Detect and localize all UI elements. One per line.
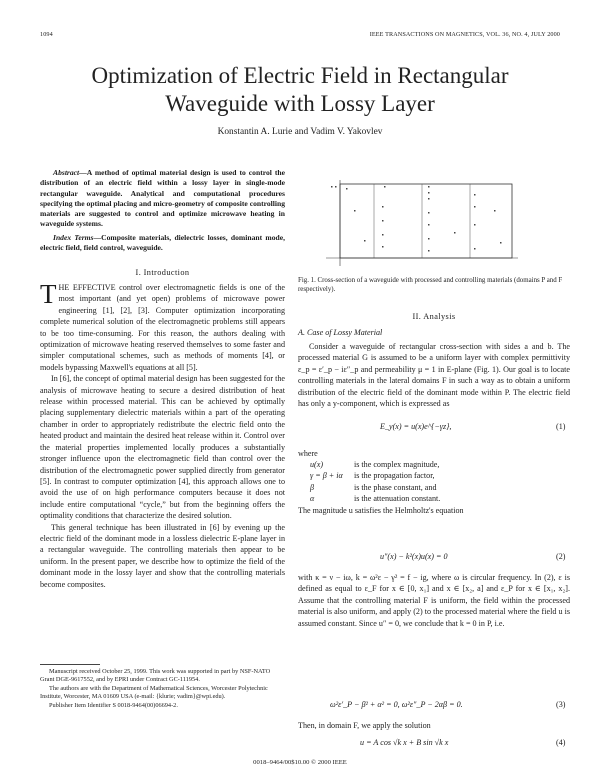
figure-dots — [331, 186, 502, 252]
where-item — [298, 470, 570, 481]
index-terms-text: —Composite materials, dielectric losses, dominant mode, electric field, field control, waveguide. — [40, 232, 285, 253]
intro-paragraph-3: This general technique has been illustrated in [6] by evening up the electric field of the dominant mode in a lossless dielectric E-plane layer in a rectangular waveguide. The controlling materials then appear to be uniform. In the present paper, we describe how to optimize the field of the dominant mode in the lossy layer and show that the controlling materials become composites. — [40, 522, 285, 589]
where-symbol: γ = β + iα — [310, 471, 343, 481]
waveguide-outline — [340, 184, 512, 258]
equation-2-number: (2) — [556, 552, 566, 561]
section-1-body — [40, 279, 285, 590]
intro-paragraph-1: HE EFFECTIVE control over electromagnetic fields is one of the most important (and yet open) problems of microwave power engineering [1], [2], [3]. Computer optimization incorporating complete numerical solution of the electromagnetic problems still appears to be too time-consuming. For this reason, the authors dealing with optimization of microwave heating reserved themselves to some faster and simpler computational schemes, such as methods of moments [4], or models bypassing Maxwell's equations at all [5]. — [40, 283, 285, 372]
paper-title — [40, 62, 560, 118]
where-item — [298, 493, 570, 504]
abstract-block — [40, 168, 285, 253]
where-item — [298, 482, 570, 493]
intro-paragraph-2: In [6], the concept of optimal material design has been suggested for the analysis of microwave heating to secure a desired distribution of heat release within processed material. This can be achieved by optimally placing supplementary dielectric materials within a part of the operating chamber in order to appropriately redistribute the electric field onto the heated product and maintain the desired heat release within it. Control over the material properties implemented locally produces a substantially stronger influence upon the electromagnetic field than control over the distribution of the electromagnetic power supplied directly from generator [5]. In contrast to computer optimization [4], this approach allows one to avoid the use of on high performance computers because it does not include entire computational “cycle,” but from the beginning offers the optimality conditions that characterize the desired solution. — [40, 374, 285, 521]
figure-1-caption: Fig. 1. Cross-section of a waveguide with processed and controlling materials (domains P and F respectively). — [298, 277, 563, 293]
where-word: where — [298, 449, 318, 458]
footnote — [40, 668, 285, 710]
section-2-paragraph-1 — [298, 341, 570, 409]
title-line-2: Waveguide with Lossy Layer — [165, 91, 435, 116]
abstract-label: Abstract — [53, 168, 80, 177]
where-item — [298, 459, 570, 470]
equation-1-number: (1) — [556, 422, 566, 431]
where-text: is the complex magnitude, — [354, 460, 440, 469]
where-list — [298, 459, 570, 505]
where-text: is the phase constant, and — [354, 482, 437, 492]
section-2-paragraph-2 — [298, 572, 570, 629]
abstract-text: —A method of optimal material design is used to control the distribution of an electric field within a lossy layer in single-mode rectangular waveguide. Analytical and computational procedures specifying the optimal placing and micro-geometry of composite controlling materials are suggested to control and optimize microwave heating in waveguide systems. — [40, 168, 285, 229]
index-terms-label: Index Terms — [53, 232, 94, 242]
footnote-rule — [40, 664, 100, 665]
equation-1: E_y(x) = u(x)e^{−γz}, — [380, 422, 452, 431]
footnote-affiliation: The authors are with the Department of Mathematical Sciences, Worcester Polytechnic Institute, Worcester, MA 01609 USA (e-mail: {klurie; vadim}@wpi.edu). — [40, 684, 268, 701]
analysis-paragraph-2: with κ = ν − iω, k = ω²ε − γ² = f − ig, where ω is circular frequency. In (2), ε is defined as equal to ε_F for x ∈ [0, x₁] and x ∈ [x₂, a] and ε_P for x ∈ [x₁, x₂]. Assume that the controlling material F is uniform, the field within the processed material is also uniform, and apply (2) to the processed material where the field u is assumed constant. Since u″ = 0, we conclude that k = 0 in P, i.e. — [298, 573, 570, 628]
figure-1-waveguide — [324, 180, 522, 270]
equation-2: u″(x) − k²(x)u(x) = 0 — [380, 552, 448, 561]
where-text: is the propagation factor, — [354, 471, 435, 481]
where-symbol: β — [310, 482, 315, 492]
helmholtz-intro: The magnitude u satisfies the Helmholtz's equation — [298, 506, 464, 515]
equation-4-number: (4) — [556, 738, 566, 747]
footnote-identifier: Publisher Item Identifier S 0018-9464(00)06694-2. — [49, 701, 178, 709]
authors: Konstantin A. Lurie and Vadim V. Yakovlev — [217, 127, 383, 137]
where-symbol: α — [310, 494, 315, 504]
where-symbol: u(x) — [310, 460, 324, 469]
analysis-paragraph-1: Consider a waveguide of rectangular cross-section with sides a and b. The processed material G is assumed to be a uniform layer with complex permittivity ε_p = ε′_p − iε″_p and permeability μ = 1 in E-plane (Fig. 1). Our goal is to locate controlling materials in the lateral domains F in such a way as to obtain a uniform distribution of the electric field of the dominant mode within P. The electric field has only a y-component, which is expressed as — [298, 342, 570, 409]
section-1-heading: I. Introduction — [135, 268, 190, 277]
section-2-heading: II. Analysis — [412, 312, 456, 321]
drop-cap: T — [40, 279, 57, 309]
journal-header: IEEE TRANSACTIONS ON MAGNETICS, VOL. 36, NO. 4, JULY 2000 — [369, 31, 560, 38]
subsection-a-heading: A. Case of Lossy Material — [298, 328, 383, 337]
equation-3: ω²ε′_P − β² + α² = 0, ω²ε″_P − 2αβ = 0. — [330, 700, 463, 709]
copyright-line: 0018–9464/00$10.00 © 2000 IEEE — [253, 759, 347, 766]
footnote-received: Manuscript received October 25, 1999. This work was supported in part by NSF-NATO Grant DGE-9617552, and by EPRI under Contract GC-111954. — [40, 668, 271, 684]
equation-4: u = A cos √k x + B sin √k x — [360, 738, 449, 747]
then-sentence: Then, in domain F, we apply the solution — [298, 721, 431, 730]
equation-3-number: (3) — [556, 700, 566, 709]
page-number: 1094 — [40, 31, 53, 38]
where-text: is the attenuation constant. — [354, 494, 441, 504]
title-line-1: Optimization of Electric Field in Rectangular — [91, 63, 509, 88]
